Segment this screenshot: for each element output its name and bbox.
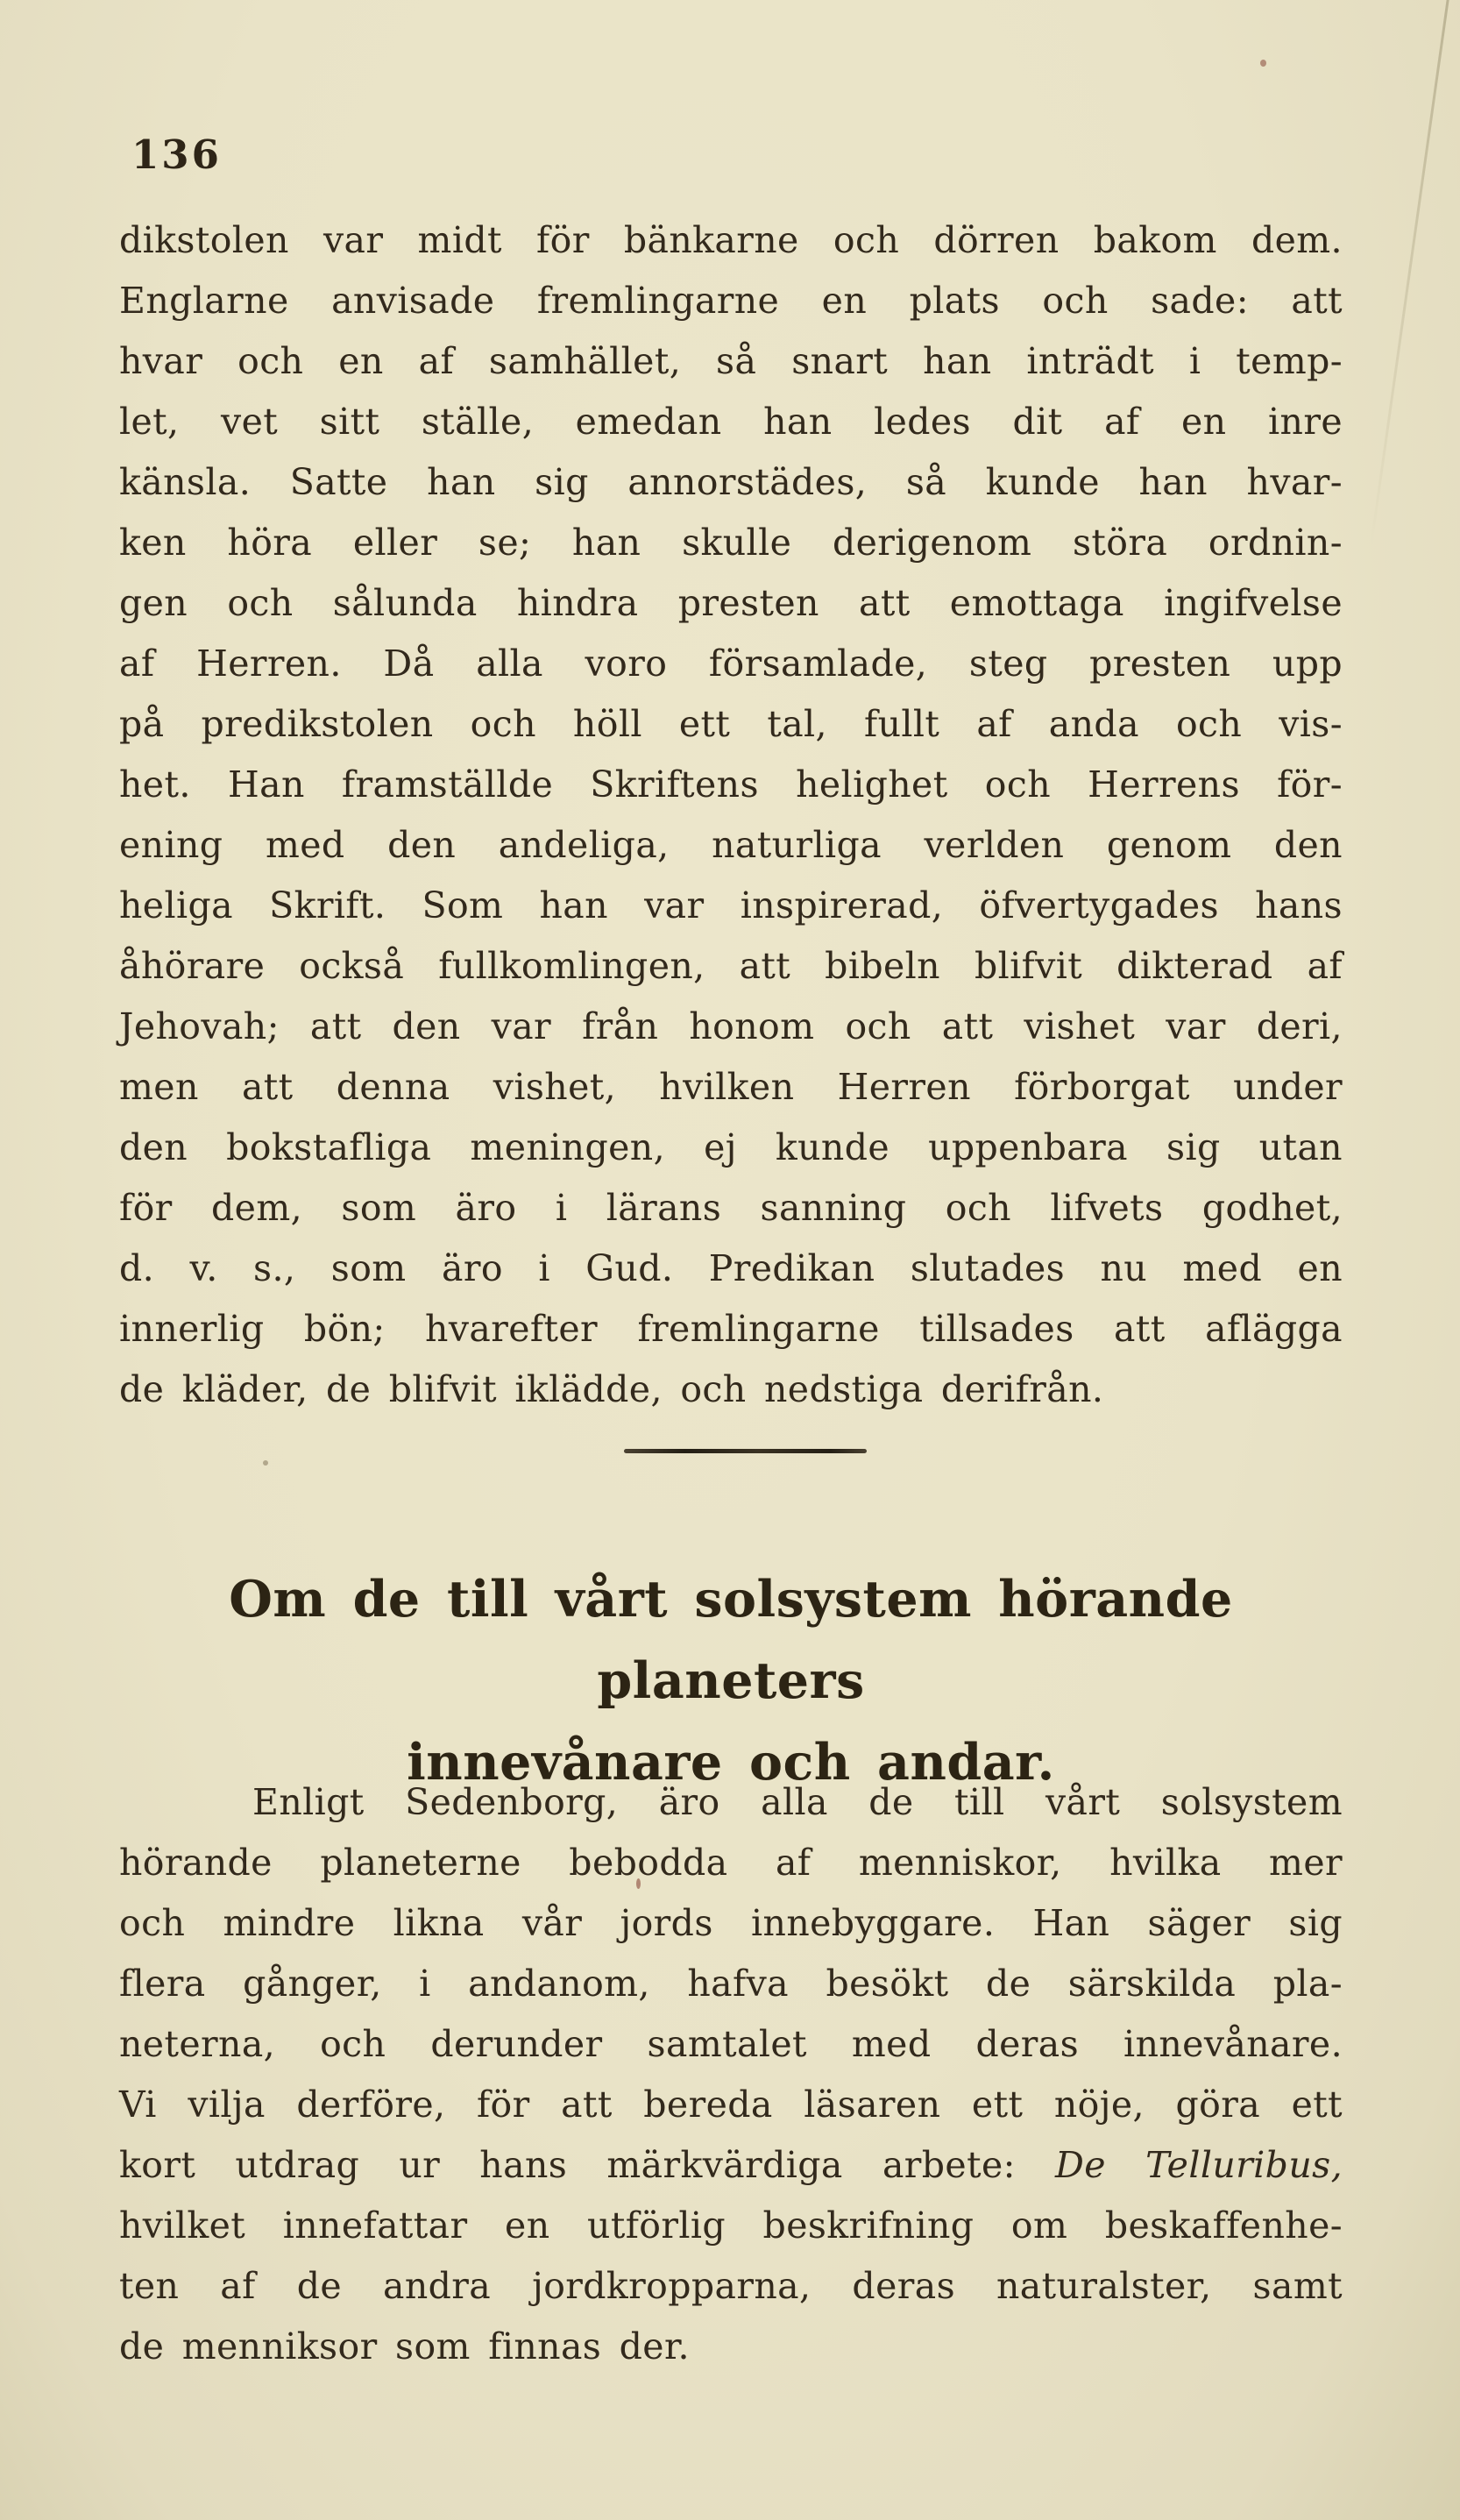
text-line (119, 1299, 1343, 1359)
paper-crease (1370, 0, 1450, 547)
text-segment: hvar och en af samhället, så snart han inträdt i temp- (119, 340, 1343, 382)
text-segment: flera gånger, i andanom, hafva besökt de särskilda pla- (119, 1963, 1343, 2005)
text-line (119, 1239, 1343, 1299)
text-line (119, 815, 1343, 876)
text-line (119, 2196, 1343, 2256)
text-line (119, 755, 1343, 815)
text-segment: gen och sålunda hindra presten att emottaga ingifvelse (119, 582, 1343, 624)
text-segment: hörande planeterne bebodda af menniskor, hvilka mer (119, 1842, 1343, 1884)
italic-text-segment: De Telluribus, (1055, 2144, 1343, 2186)
body-paragraph-1 (119, 210, 1343, 1420)
text-segment: heliga Skrift. Som han var inspirerad, öfvertygades hans (119, 884, 1343, 926)
text-segment: ken höra eller se; han skulle derigenom störa ordnin- (119, 522, 1343, 564)
text-line (119, 997, 1343, 1057)
text-segment: för dem, som äro i lärans sanning och lifvets godhet, (119, 1187, 1343, 1229)
text-line (119, 331, 1343, 392)
text-segment: ening med den andeliga, naturliga verlden genom den (119, 824, 1343, 866)
text-line (119, 210, 1343, 271)
text-line (119, 573, 1343, 634)
body-paragraph-2 (119, 1772, 1343, 2377)
section-divider-rule (624, 1449, 867, 1453)
text-segment: och mindre likna vår jords innebyggare. Han säger sig (119, 1902, 1343, 1944)
paper-speck (1260, 60, 1266, 67)
paper-speck (263, 1460, 268, 1466)
text-line (119, 1772, 1343, 1833)
text-segment: innerlig bön; hvarefter fremlingarne tillsades att aflägga (119, 1308, 1343, 1350)
text-segment: åhörare också fullkomlingen, att bibeln blifvit dikterad af (119, 945, 1343, 987)
text-line (119, 1057, 1343, 1118)
text-line (119, 634, 1343, 694)
section-heading-line-2: innevånare och andar. (407, 1733, 1055, 1792)
text-line (119, 1954, 1343, 2014)
text-segment: Enligt Sedenborg, äro alla de till vårt solsystem (252, 1781, 1343, 1823)
text-line (119, 876, 1343, 936)
text-segment: men att denna vishet, hvilken Herren förborgat under (119, 1066, 1343, 1108)
text-line (119, 1359, 1343, 1420)
section-heading-line-1: Om de till vårt solsystem hörande planeters (229, 1570, 1233, 1710)
text-segment: ten af de andra jordkropparna, deras naturalster, samt (119, 2265, 1343, 2307)
text-segment: neterna, och derunder samtalet med deras innevånare. (119, 2023, 1343, 2065)
text-line (119, 2075, 1343, 2135)
text-line (119, 2014, 1343, 2075)
text-line (119, 936, 1343, 997)
text-segment: de menniksor som finnas der. (119, 2325, 690, 2367)
text-segment: känsla. Satte han sig annorstädes, så kunde han hvar- (119, 461, 1343, 503)
text-segment: let, vet sitt ställe, emedan han ledes dit af en inre (119, 401, 1343, 443)
text-segment: den bokstafliga meningen, ej kunde uppenbara sig utan (119, 1126, 1343, 1168)
page-number: 136 (131, 131, 222, 178)
text-segment: på predikstolen och höll ett tal, fullt af anda och vis- (119, 703, 1343, 745)
text-segment: Vi vilja derföre, för att bereda läsaren ett nöje, göra ett (119, 2083, 1343, 2126)
text-line (119, 1118, 1343, 1178)
text-segment: het. Han framställde Skriftens helighet och Herrens för- (119, 763, 1343, 806)
text-segment: af Herren. Då alla voro församlade, steg presten upp (119, 642, 1343, 685)
text-line (119, 392, 1343, 452)
text-segment: dikstolen var midt för bänkarne och dörren bakom dem. (119, 219, 1343, 261)
text-segment: Jehovah; att den var från honom och att vishet var deri, (119, 1005, 1343, 1047)
text-line (119, 2317, 1343, 2377)
text-line (119, 271, 1343, 331)
section-heading (105, 1558, 1357, 1803)
text-line (119, 452, 1343, 513)
text-segment: Englarne anvisade fremlingarne en plats och sade: att (119, 280, 1343, 322)
text-line (119, 1178, 1343, 1239)
text-line (119, 1833, 1343, 1893)
text-line (119, 513, 1343, 573)
text-line (119, 694, 1343, 755)
text-line (119, 2256, 1343, 2317)
text-line (119, 2135, 1343, 2196)
text-line (119, 1893, 1343, 1954)
text-segment: de kläder, de blifvit iklädde, och nedstiga derifrån. (119, 1368, 1104, 1410)
text-segment: kort utdrag ur hans märkvärdiga arbete: (119, 2144, 1056, 2186)
text-segment: hvilket innefattar en utförlig beskrifning om beskaffenhe- (119, 2204, 1343, 2247)
text-segment: d. v. s., som äro i Gud. Predikan slutades nu med en (119, 1247, 1343, 1289)
